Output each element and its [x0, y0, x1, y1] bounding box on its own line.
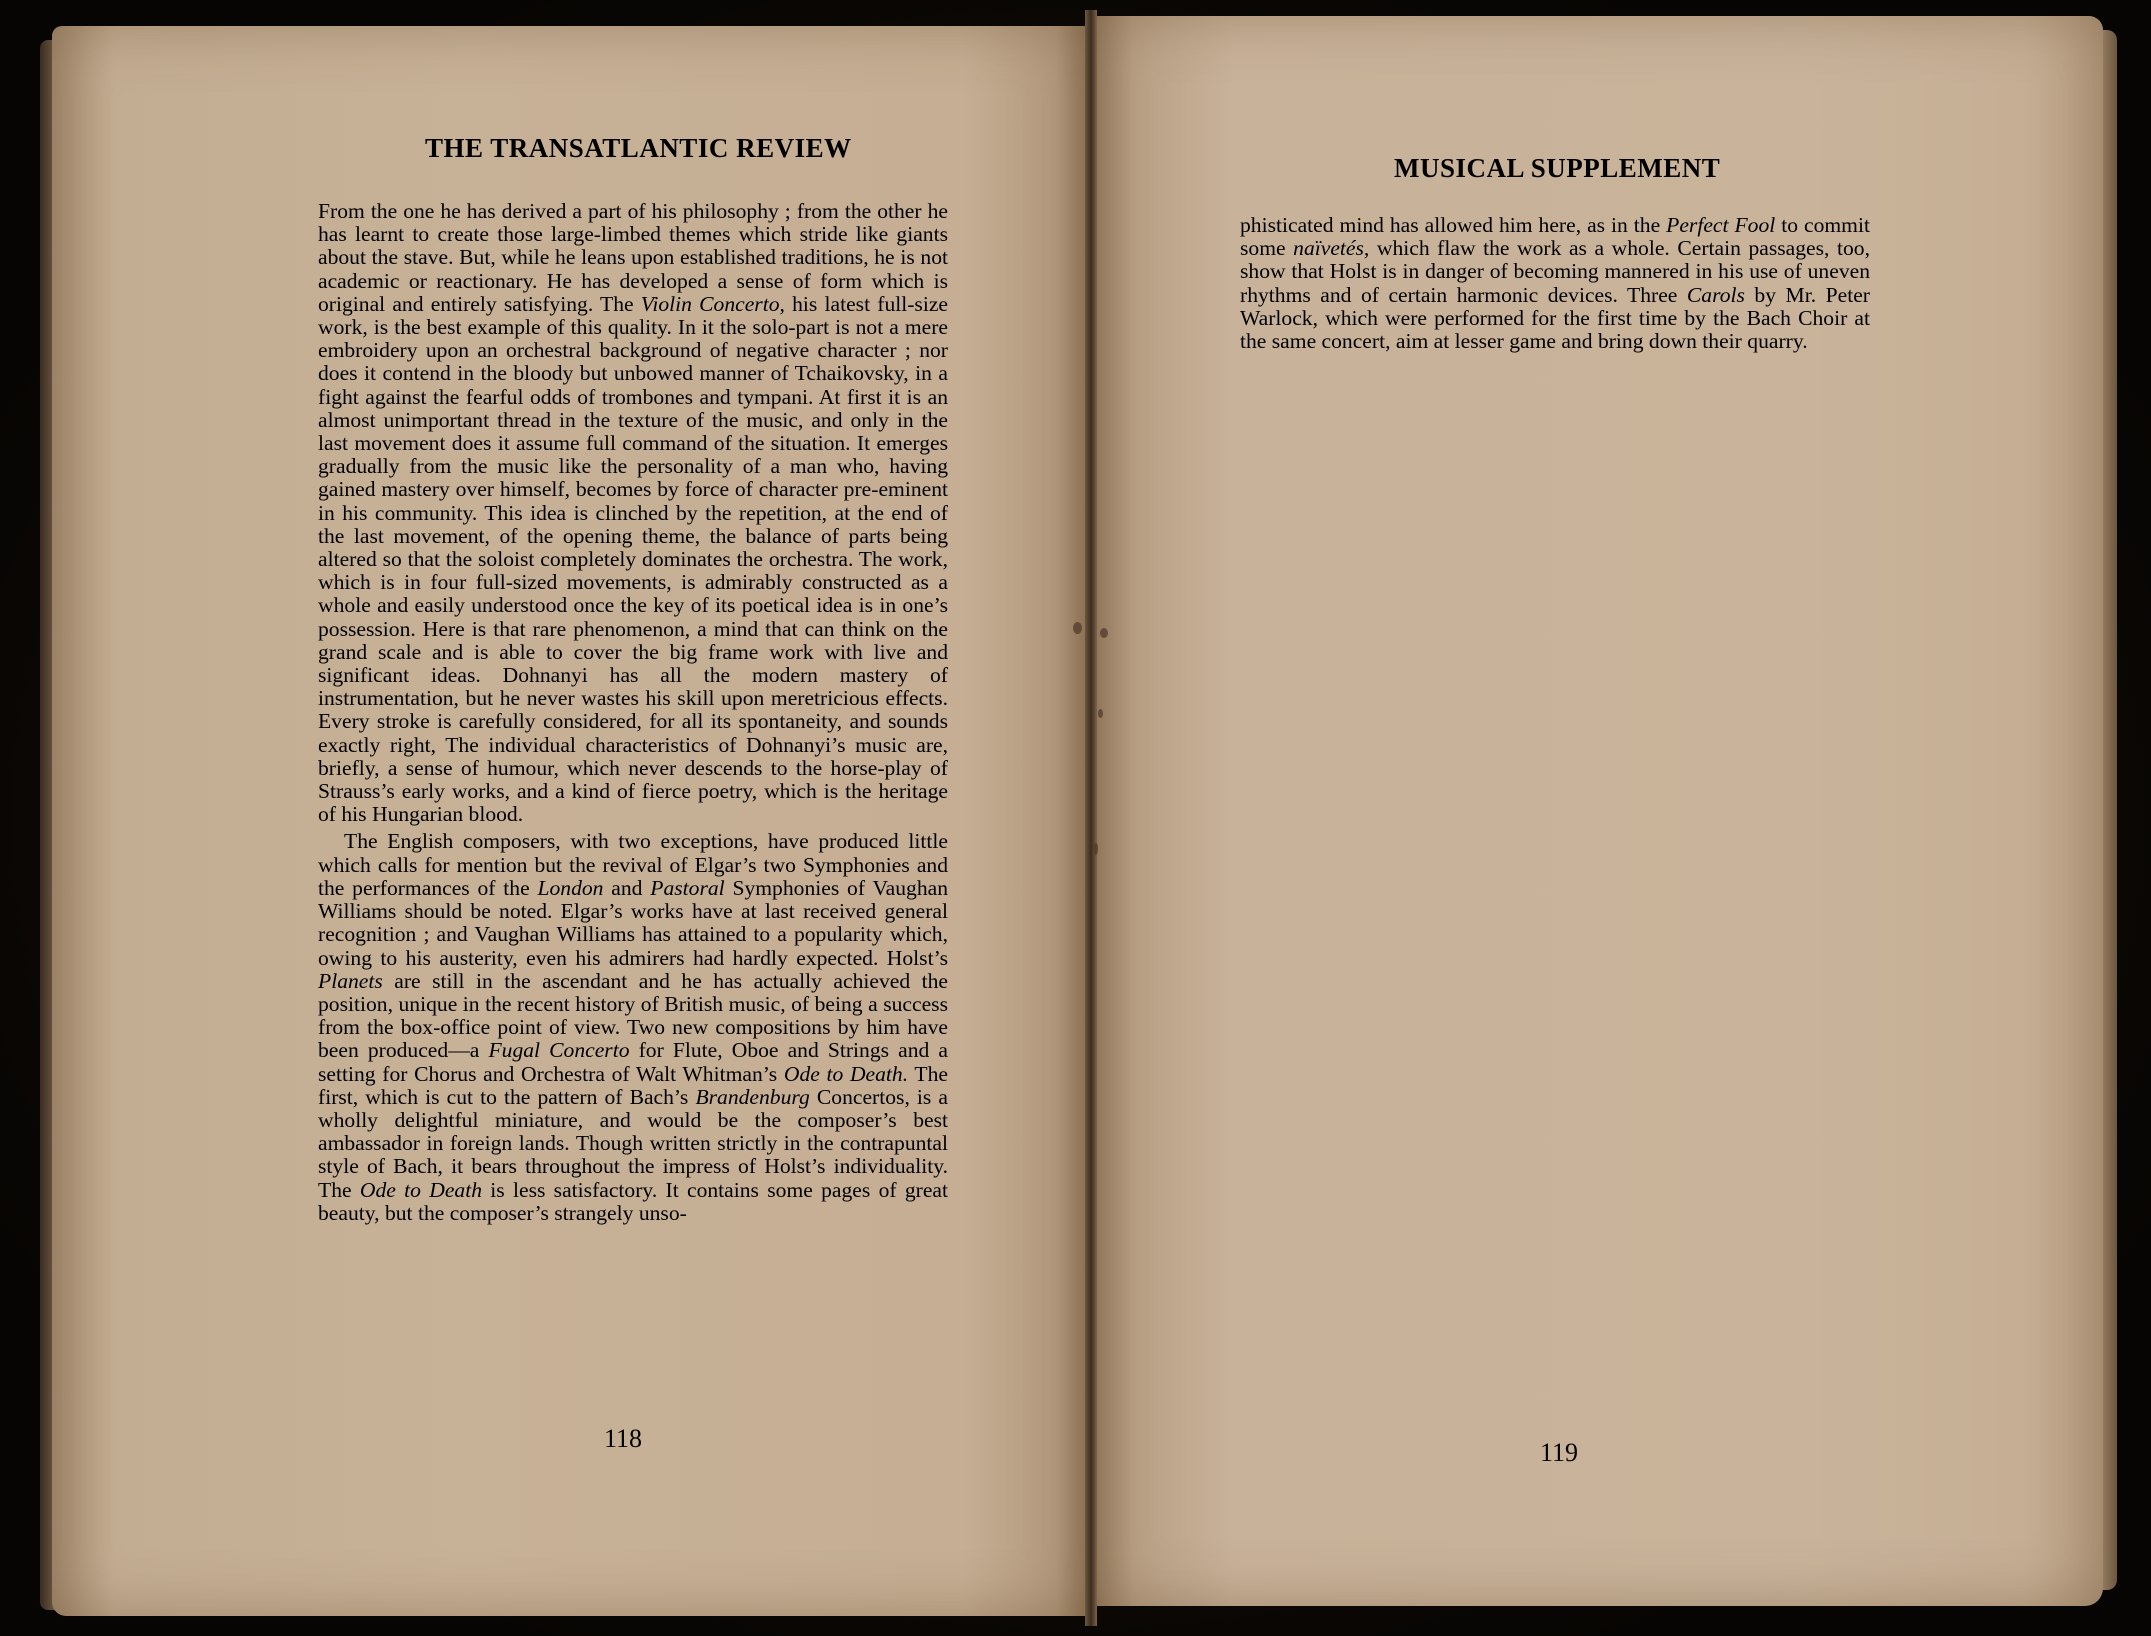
paragraph	[318, 830, 948, 1224]
italic-run: Ode to Death	[359, 1177, 483, 1202]
text-run: are still in the ascendant and he has actually achieved the position, unique in the recent history of British music, of being a success from the box-office point of view. Two new compositions by him have been produced—a	[318, 968, 948, 1063]
text-run: for Flute, Oboe and Strings and a setting for Chorus and Orchestra of Walt Whitman’s	[318, 1038, 948, 1086]
left-running-head: THE TRANSATLANTIC REVIEW	[425, 133, 852, 163]
text-run: Concertos, is a wholly delightful miniature, and would be the composer’s best ambassador in foreign lands. Though written strictly in the contrapuntal style of Bach, it bears throughout the impress of Holst’s individuality. The	[318, 1084, 949, 1202]
italic-run: Violin Concerto,	[640, 291, 785, 316]
italic-run: Fugal Concerto	[488, 1038, 630, 1063]
italic-run: Pastoral	[650, 875, 725, 900]
right-page-number: 119	[1540, 1438, 1579, 1467]
text-run: The first, which is cut to the pattern of Bach’s	[318, 1061, 948, 1109]
paragraph	[318, 200, 948, 826]
text-run: his latest full-size work, is the best example of this quality. In it the solo-part is not a mere embroidery upon an orchestral background of negative character ; nor does it contend in the bloody but unbowed manner of Tchaikovsky, in a fight against the fearful odds of trombones and tympani. At first it is an almost unimportant thread in the texture of the music, and only in the last movement does it assume full command of the situation. It emerges gradually from the music like the personality of a man who, having gained mastery over himself, becomes by force of character pre-eminent in his community. This idea is clinched by the repetition, at the end of the last movement, of the opening theme, the balance of parts being altered so that the soloist completely dominates the orchestra. The work, which is in four full-sized movements, is admirably constructed as a whole and easily understood once the key of its poetical idea is in one’s possession. Here is that rare phenomenon, a mind that can think on the grand scale and is able to cover the big frame work with live and significant ideas. Dohnanyi has all the modern mastery of instrumentation, but he never wastes his skill upon meretricious effects. Every stroke is carefully considered, for all its spontaneity, and sounds exactly right, The individual characteristics of Dohnanyi’s music are, briefly, a sense of humour, which never descends to the horse-play of Strauss’s early works, and a kind of fierce poetry, which is the heritage of his Hungarian blood.	[318, 291, 949, 827]
text-run: Symphonies of Vaughan Williams should be noted. Elgar’s works have at last received general recognition ; and Vaughan Williams has attained to a popularity which, owing to his austerity, even his admirers had hardly expected. Holst’s	[318, 875, 948, 970]
left-page-number: 118	[604, 1424, 643, 1453]
italic-run: naïvetés,	[1293, 236, 1370, 261]
italic-run: Brandenburg	[695, 1084, 810, 1109]
text-run: From the one he has derived a part of his philosophy ; from the other he has learnt to create those large-limbed themes which stride like giants about the stave. But, while he leans upon established traditions, he is not academic or reactionary. He has developed a sense of form which is original and entirely satisfying. The	[318, 199, 948, 316]
italic-run: Perfect Fool	[1666, 213, 1776, 237]
paper-speck	[1094, 843, 1098, 855]
text-run: phisticated mind has allowed him here, as in the	[1240, 213, 1667, 237]
text-run: to commit some	[1240, 213, 1870, 261]
paper-speck	[1100, 628, 1108, 638]
italic-run: Carols	[1686, 282, 1745, 307]
text-run: is less satisfactory. It contains some pages of great beauty, but the composer’s strangely unso-	[318, 1177, 949, 1225]
italic-run: Ode to Death.	[783, 1061, 909, 1086]
text-run: The English composers, with two exceptions, have produced little which calls for mention but the revival of Elgar’s two Symphonies and the performances of the	[318, 829, 948, 900]
text-run: which flaw the work as a whole. Certain passages, too, show that Holst is in danger of becoming mannered in his use of uneven rhythms and of certain harmonic devices. Three	[1240, 236, 1870, 307]
text-run: and	[603, 875, 651, 900]
italic-run: Planets	[318, 968, 383, 993]
right-body-text	[1240, 214, 1870, 353]
italic-run: London	[537, 875, 604, 900]
left-body-text	[318, 200, 948, 1225]
right-running-head: MUSICAL SUPPLEMENT	[1394, 153, 1721, 183]
book-gutter	[1085, 10, 1097, 1626]
text-run: by Mr. Peter Warlock, which were performed for the first time by the Bach Choir at the same concert, aim at lesser game and bring down their quarry.	[1240, 282, 1870, 354]
paper-speck	[1098, 709, 1103, 718]
paper-speck	[1073, 622, 1082, 634]
paragraph	[1240, 214, 1870, 353]
